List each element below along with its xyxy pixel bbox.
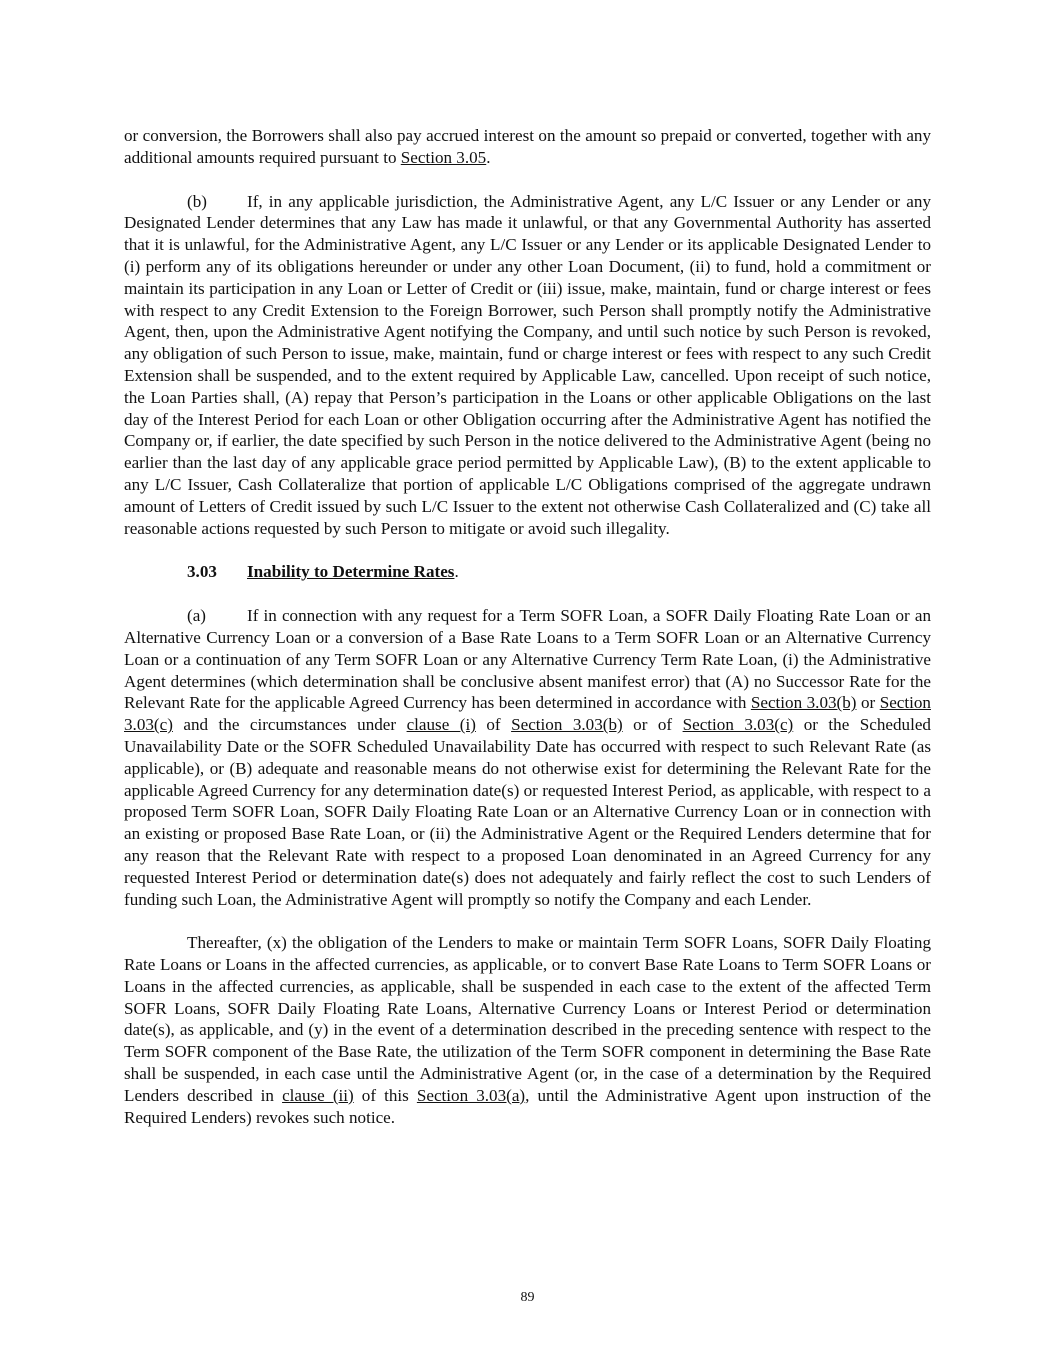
section-reference: Section 3.03(c) bbox=[682, 715, 794, 735]
section-reference: Section 3.03(b) bbox=[750, 693, 857, 713]
paragraph-text: If in connection with any request for a Term SOFR Loan, a SOFR Daily Floating Rate Loan or an Alternative Currency Loan or a conversion of a Base Rate Loans to a Term SOFR Loan or an Alternative Currency Loan or a continuation of any Term SOFR Loan or any Alternative Currency Term Rate Loan, (i) the Administrative Agent determines (which determination shall be conclusive absent manifest error) that (A) no Successor Rate for the Relevant Rate for the applicable Agreed Currency has been determined in accordance with bbox=[124, 606, 931, 713]
paragraph-label: (b) bbox=[187, 191, 207, 211]
section-number: 3.03 bbox=[187, 562, 217, 582]
section-reference: Section 3.03(c) bbox=[124, 693, 931, 735]
paragraph-text: or bbox=[856, 693, 880, 713]
paragraph-continuation bbox=[124, 125, 931, 169]
paragraph-text: and the circumstances under bbox=[172, 715, 407, 735]
section-reference: Section 3.03(a) bbox=[416, 1085, 526, 1105]
paragraph-text: or conversion, the Borrowers shall also pay accrued interest on the amount so prepaid or converted, together with any additional amounts required pursuant to bbox=[124, 126, 931, 167]
paragraph-text: . bbox=[486, 147, 491, 167]
section-heading bbox=[187, 561, 931, 583]
paragraph-text: or of bbox=[622, 715, 683, 735]
paragraph-thereafter bbox=[124, 932, 931, 1128]
section-reference: Section 3.05 bbox=[400, 147, 487, 167]
paragraph-text: If, in any applicable jurisdiction, the Administrative Agent, any L/C Issuer or any Lender or any Designated Lender determines that any Law has made it unlawful, or that any Governmental Authority has asserted that it is unlawful, for the Administrative Agent, any L/C Issuer or any Lender or its applicable Designated Lender to (i) perform any of its obligations hereunder or under any other Loan Document, (ii) to fund, hold a commitment or maintain its participation in any Loan or Letter of Credit or (iii) issue, make, maintain, fund or charge interest or fees with respect to any Credit Extension to the Foreign Borrower, such Person shall promptly notify the Administrative Agent, then, upon the Administrative Agent notifying the Company, and until such notice by such Person is revoked, any obligation of such Person to issue, make, maintain, fund or charge interest or fees with respect to any such Credit Extension shall be suspended, and to the extent required by Applicable Law, cancelled. Upon receipt of such notice, the Loan Parties shall, (A) repay that Person’s participation in the Loans or other applicable Obligations on the last day of the Interest Period for each Loan or other Obligation occurring after the Administrative Agent has notified the Company or, if earlier, the date specified by such Person in the notice delivered to the Administrative Agent (being no earlier than the last day of any applicable grace period permitted by Applicable Law), (B) to the extent applicable to any L/C Issuer, Cash Collateralize that portion of applicable L/C Obligations comprised of the aggregate undrawn amount of Letters of Credit issued by such L/C Issuer to the extent not otherwise Cash Collateralized and (C) take all reasonable actions requested by such Person to mitigate or avoid such illegality. bbox=[124, 191, 931, 538]
section-title: Inability to Determine Rates bbox=[247, 562, 455, 582]
paragraph-text: , until the Administrative Agent upon instruction of the Required Lenders) revokes such notice. bbox=[124, 1085, 932, 1127]
paragraph-text: of this bbox=[353, 1085, 417, 1105]
paragraph-text: Thereafter, (x) the obligation of the Lenders to make or maintain Term SOFR Loans, SOFR Daily Floating Rate Loans or Loans in the affected currencies, as applicable, or to convert Base Rate Loans to Term SOFR Loans or Loans in the affected currencies, as applicable, shall be suspended in each case to the extent of the affected Term SOFR Loans, SOFR Daily Floating Rate Loans, Alternative Currency Loans or Interest Period or determination date(s), as applicable, and (y) in the event of a determination described in the preceding sentence with respect to the Term SOFR component of the Base Rate, the utilization of the Term SOFR component in determining the Base Rate shall be suspended, in each case until the Administrative Agent (or, in the case of a determination by the Required Lenders described in bbox=[124, 933, 931, 1105]
paragraph-text: or the Scheduled Unavailability Date or the SOFR Scheduled Unavailability Date has occurred with respect to such Relevant Rate (as applicable), or (B) adequate and reasonable means do not otherwise exist for determining the Relevant Rate for the applicable Agreed Currency for any determination date(s) or requested Interest Period, as applicable, with respect to a proposed Term SOFR Loan, SOFR Daily Floating Rate Loan or an Alternative Currency Loan or in connection with an existing or proposed Base Rate Loan, or (ii) the Administrative Agent or the Required Lenders determine that for any reason that the Relevant Rate with respect to a proposed Loan denominated in an Agreed Currency for any requested Interest Period or determination date(s) does not adequately and fairly reflect the cost to such Lenders of funding such Loan, the Administrative Agent will promptly so notify the Company and each Lender. bbox=[124, 715, 931, 909]
paragraph-a bbox=[124, 605, 931, 910]
document-page bbox=[124, 125, 931, 1128]
section-reference: Section 3.03(b) bbox=[511, 715, 623, 735]
section-title-period: . bbox=[454, 562, 459, 582]
page-number: 89 bbox=[520, 1290, 535, 1305]
paragraph-text: of bbox=[475, 715, 512, 735]
paragraph-b bbox=[124, 191, 931, 540]
clause-reference: clause (ii) bbox=[282, 1085, 354, 1105]
clause-reference: clause (i) bbox=[406, 715, 476, 735]
paragraph-label: (a) bbox=[187, 606, 206, 626]
